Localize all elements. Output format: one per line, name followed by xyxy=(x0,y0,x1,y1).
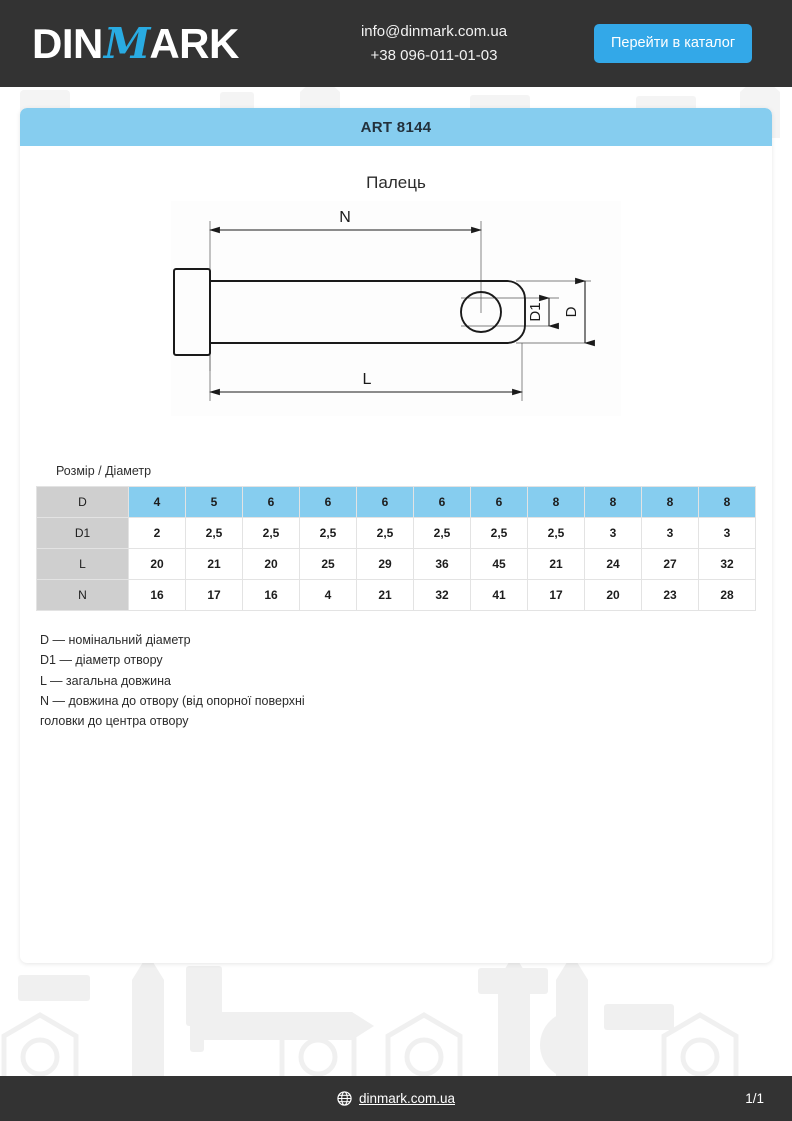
article-code: ART 8144 xyxy=(360,118,432,136)
drawing-label-d1: D1 xyxy=(527,302,544,322)
clevis-pin-technical-drawing xyxy=(171,201,621,416)
row-header-n: N xyxy=(37,580,129,611)
legend-line-0: D — номінальний діаметр xyxy=(40,633,191,647)
row-header-d1: D1 xyxy=(37,518,129,549)
drawing-label-n: N xyxy=(339,209,351,226)
dinmark-logo[interactable] xyxy=(32,18,282,68)
cell-n-5: 32 xyxy=(414,580,471,611)
cell-n-8: 20 xyxy=(585,580,642,611)
logo-accent-m: M xyxy=(103,18,149,68)
technical-drawing-wrapper xyxy=(20,201,772,416)
legend-line-1: D1 — діаметр отвору xyxy=(40,653,163,668)
cell-l-3: 25 xyxy=(300,549,357,580)
logo-text-first: DIN xyxy=(32,19,103,67)
footer-site-link[interactable] xyxy=(301,1091,491,1106)
contact-phone[interactable]: +38 096-011-01-03 xyxy=(370,46,498,64)
footer-url-text[interactable]: dinmark.com.ua xyxy=(358,1091,456,1106)
cell-d1-9: 3 xyxy=(642,518,699,549)
cell-n-7: 17 xyxy=(528,580,585,611)
cell-l-6: 45 xyxy=(471,549,528,580)
cell-d-6: 6 xyxy=(471,487,528,518)
contact-email[interactable]: info@dinmark.com.ua xyxy=(360,23,508,41)
table-row xyxy=(37,487,756,518)
cell-l-8: 24 xyxy=(585,549,642,580)
legend-block xyxy=(40,630,470,731)
cell-n-2: 16 xyxy=(243,580,300,611)
spec-table xyxy=(36,486,756,611)
globe-icon xyxy=(337,1091,352,1106)
cell-d-8: 8 xyxy=(585,487,642,518)
cell-l-0: 20 xyxy=(129,549,186,580)
cell-n-0: 16 xyxy=(129,580,186,611)
cell-n-10: 28 xyxy=(699,580,756,611)
table-row xyxy=(37,549,756,580)
cell-d1-2: 2,5 xyxy=(243,518,300,549)
cell-d1-8: 3 xyxy=(585,518,642,549)
spec-table-zone xyxy=(20,464,772,611)
cell-d1-7: 2,5 xyxy=(528,518,585,549)
legend-line-3: N — довжина до отвору (від опорної поверхні xyxy=(40,693,305,708)
cell-d1-1: 2,5 xyxy=(186,518,243,549)
table-row xyxy=(37,580,756,611)
cell-l-4: 29 xyxy=(357,549,414,580)
cell-n-1: 17 xyxy=(186,580,243,611)
cell-l-10: 32 xyxy=(699,549,756,580)
cell-l-7: 21 xyxy=(528,549,585,580)
cell-n-6: 41 xyxy=(471,580,528,611)
spec-table-body xyxy=(37,487,756,611)
site-footer xyxy=(0,1076,792,1121)
drawing-label-l: L xyxy=(362,371,372,388)
site-header xyxy=(0,0,792,87)
cell-d1-10: 3 xyxy=(699,518,756,549)
cell-d-4: 6 xyxy=(357,487,414,518)
cell-d-9: 8 xyxy=(642,487,699,518)
cell-l-2: 20 xyxy=(243,549,300,580)
cell-d1-6: 2,5 xyxy=(471,518,528,549)
logo-text-last: ARK xyxy=(149,19,239,67)
cell-d-1: 5 xyxy=(186,487,243,518)
cell-d1-3: 2,5 xyxy=(300,518,357,549)
go-to-catalog-button[interactable]: Перейти в каталог xyxy=(594,24,752,63)
row-header-d: D xyxy=(37,487,129,518)
cell-n-4: 21 xyxy=(357,580,414,611)
legend-line-4: головки до центра отвору xyxy=(40,714,189,728)
cell-l-9: 27 xyxy=(642,549,699,580)
cell-n-9: 23 xyxy=(642,580,699,611)
cell-d-7: 8 xyxy=(528,487,585,518)
drawing-label-d: D xyxy=(563,306,580,318)
product-card xyxy=(20,108,772,963)
cell-d-3: 6 xyxy=(300,487,357,518)
cell-d-2: 6 xyxy=(243,487,300,518)
spec-table-caption: Розмір / Діаметр xyxy=(56,464,152,478)
table-row xyxy=(37,518,756,549)
cell-l-1: 21 xyxy=(186,549,243,580)
row-header-l: L xyxy=(37,549,129,580)
header-contact-info xyxy=(340,20,528,67)
cell-d-10: 8 xyxy=(699,487,756,518)
cell-d1-5: 2,5 xyxy=(414,518,471,549)
cell-d1-4: 2,5 xyxy=(357,518,414,549)
page-number: 1/1 xyxy=(745,1091,764,1106)
product-name: Палець xyxy=(366,173,426,192)
cell-d1-0: 2 xyxy=(129,518,186,549)
cell-d-0: 4 xyxy=(129,487,186,518)
cell-n-3: 4 xyxy=(300,580,357,611)
card-title-bar xyxy=(20,108,772,146)
cell-d-5: 6 xyxy=(414,487,471,518)
legend-line-2: L — загальна довжина xyxy=(40,673,171,688)
cell-l-5: 36 xyxy=(414,549,471,580)
